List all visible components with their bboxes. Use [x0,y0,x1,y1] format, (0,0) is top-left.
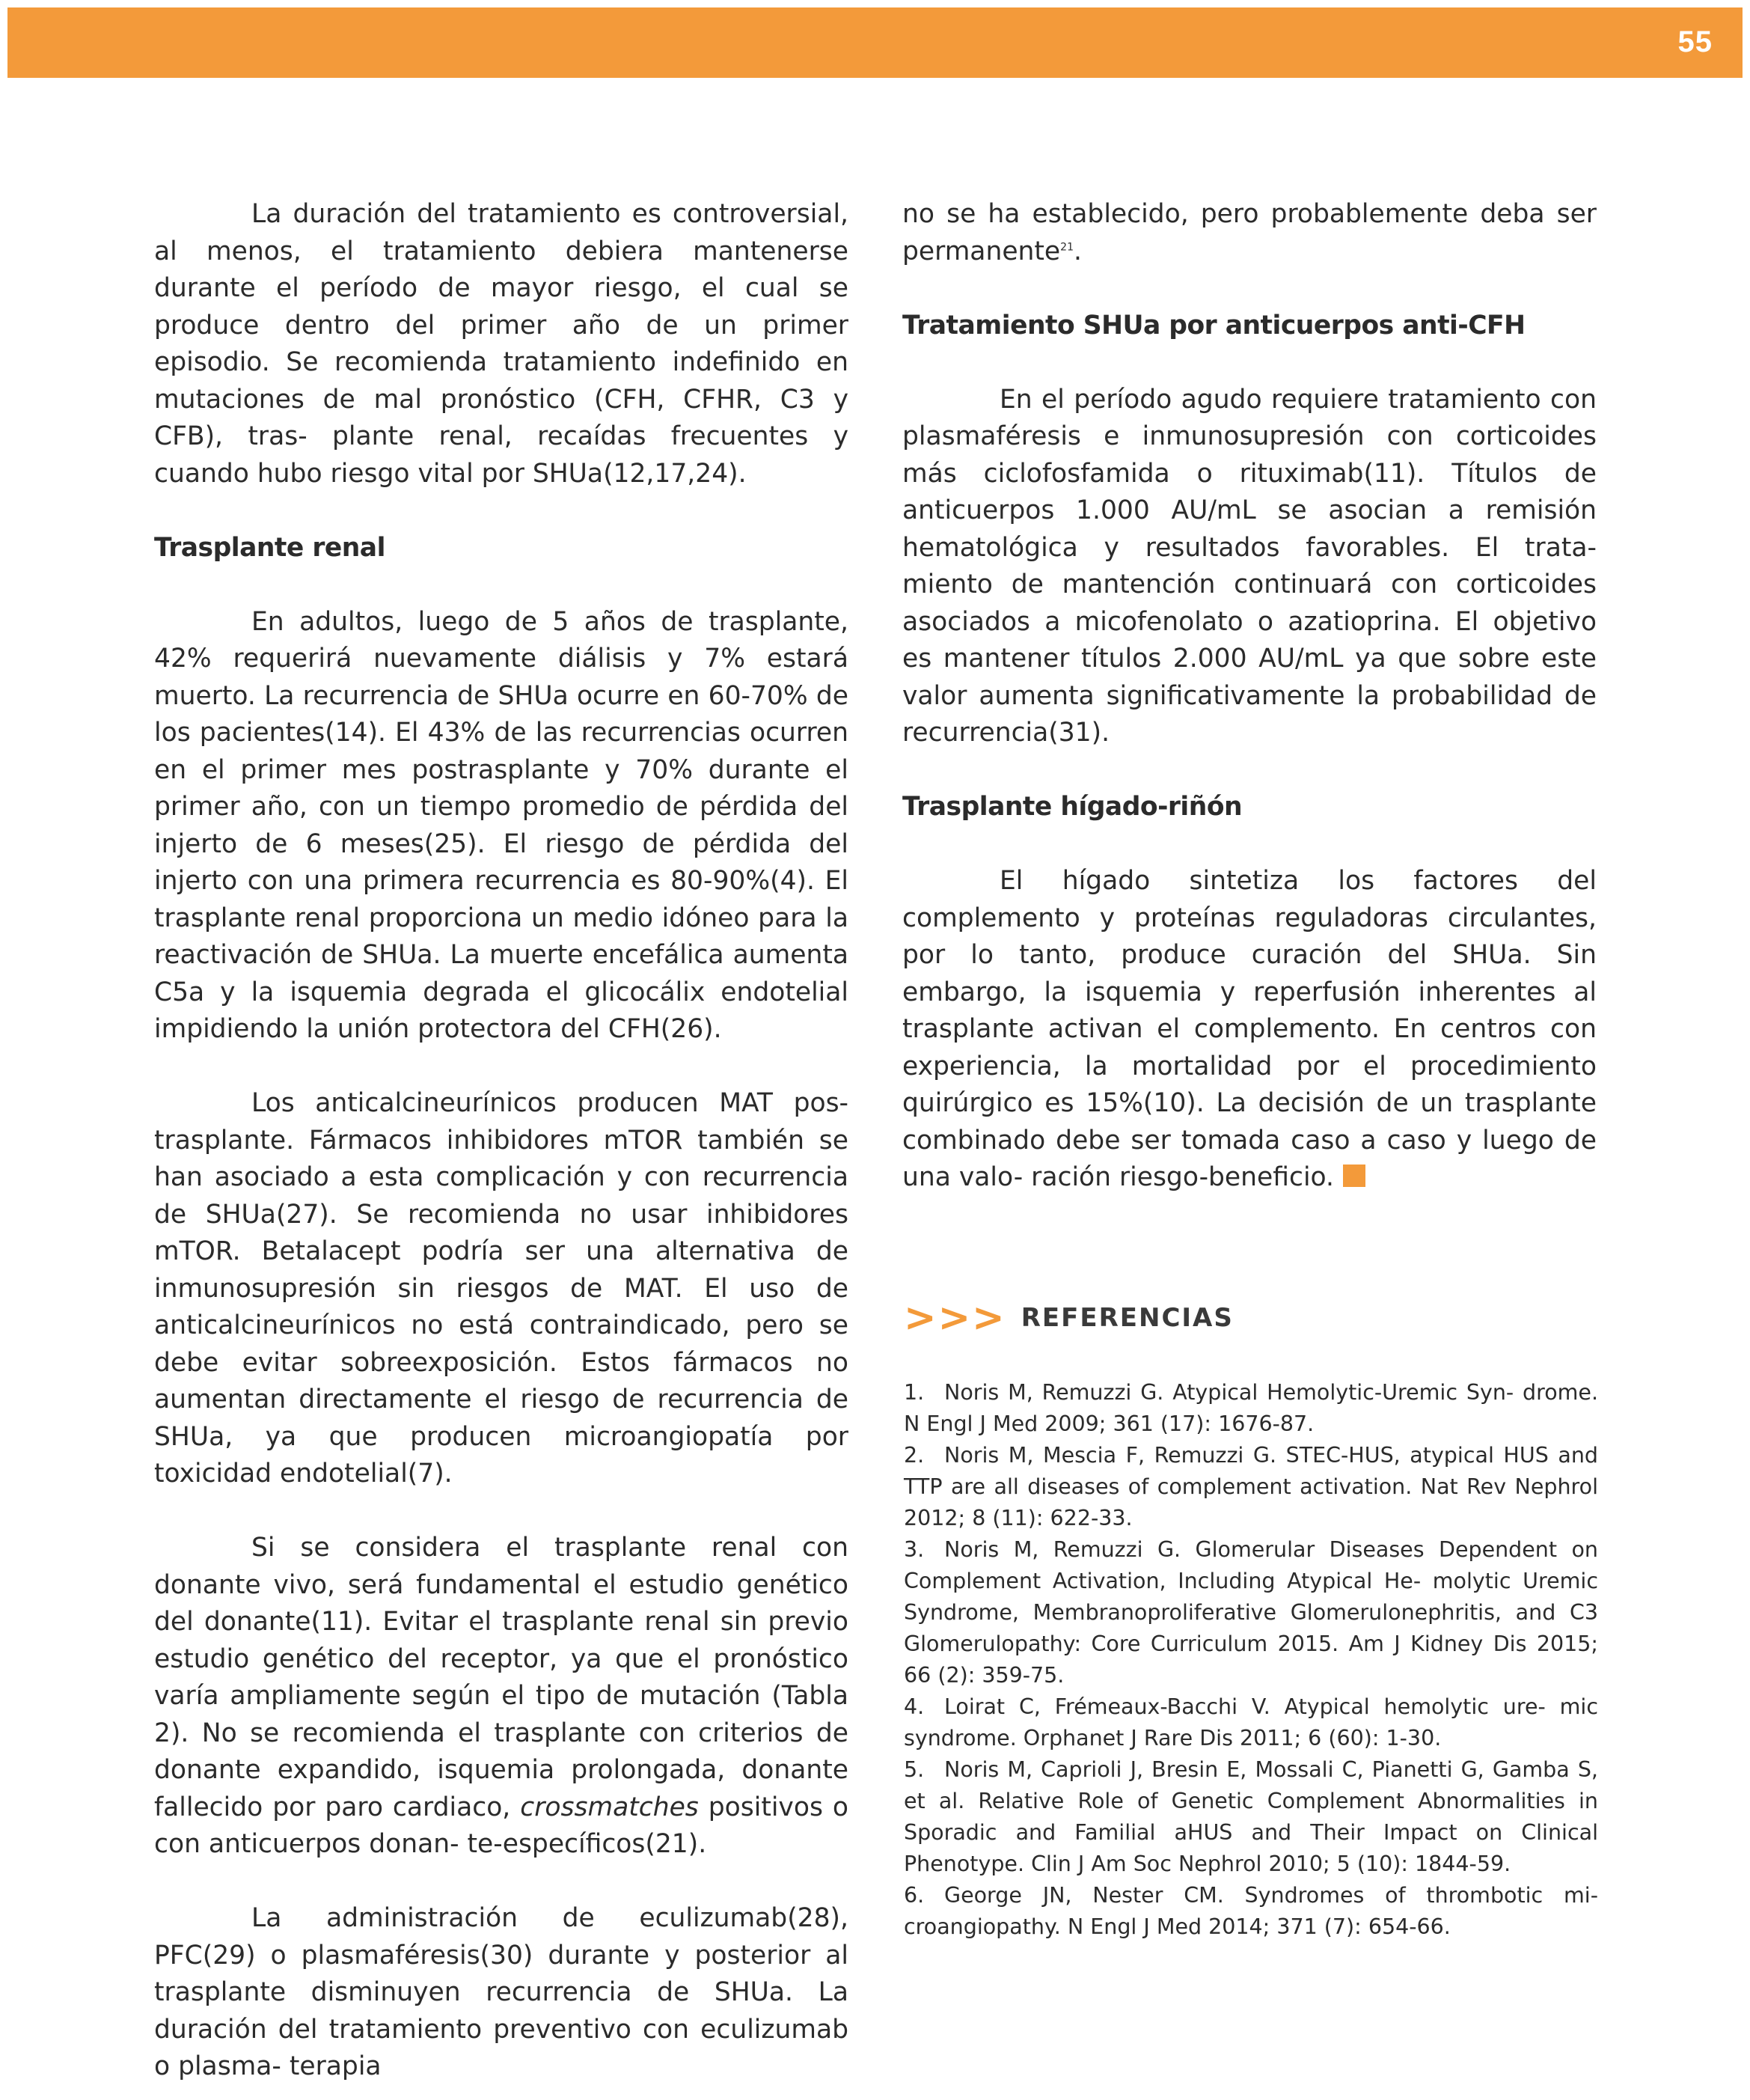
paragraph-liver-synthesis: El hígado sintetiza los factores del complemento y proteínas reguladoras circulantes, por lo tanto, produce curación del SHUa. Sin embargo, la isquemia y reperfusión inherentes al trasplante activan el complemento. En centros con experiencia, la mortalidad por el procedimiento quirúrgico es 15%(10). La decisión de un trasplante combinado debe ser tomada caso a caso y luego de una valo- ración riesgo-beneficio. [902,866,1597,1192]
paragraph-adult-transplant: En adultos, luego de 5 años de trasplante, 42% requerirá nuevamente diálisis y 7% estará muerto. La recurrencia de SHUa ocurre en 60-70% de los pacientes(14). El 43% de las recurrencias ocurren en el primer mes postrasplante y 70% durante el primer año, con un tiempo promedio de pérdida del injerto de 6 meses(25). El riesgo de pérdida del injerto con una primera recurrencia es 80-90%(4). El trasplante renal proporciona un medio idóneo para la reactivación de SHUa. La muerte encefálica aumenta C5a y la isquemia degrada el glicocálix endotelial impidiendo la unión protectora del CFH(26). [154,606,848,1044]
reference-item: 6. George JN, Nester CM. Syndromes of thrombotic mi- croangiopathy. N Engl J Med 2014; 371 (7): 654-66. [904,1883,1598,1939]
header-bar [7,7,1743,78]
paragraph-continuation: no se ha establecido, pero probablemente deba ser permanente$^{21}$. [902,199,1597,266]
paragraph-living-donor: Si se considera el trasplante renal con donante vivo, será fundamental el estudio genético del donante(11). Evitar el trasplante renal sin previo estudio genético del receptor, ya que el pronóstico varía ampliamente según el tipo de mutación (Tabla 2). No se recomienda el trasplante con criterios de donante expandido, isquemia prolongada, donante fallecido por paro cardiaco, crossmatches positivos o con anticuerpos donan- te-específicos(21). [154,1533,849,1859]
references-title: REFERENCIAS [1021,1303,1234,1333]
heading-renal-transplant: Trasplante renal [154,532,385,563]
page-number: 55 [1677,25,1713,58]
left-column [154,196,848,2086]
references-header [904,1295,1234,1340]
paragraph-anticalcineurinics: Los anticalcineurínicos producen MAT pos-trasplante. Fármacos inhibidores mTOR también se han asociado a esta complicación y con recurrencia de SHUa(27). Se recomienda no usar inhibidores mTOR. Betalacept podría ser una alternativa de inmunosupresión sin riesgos de MAT. El uso de anticalcineurínicos no está contraindicado, pero se debe evitar sobreexposición. Estos fármacos no aumentan directamente el riesgo de recurrencia de SHUa, ya que producen microangiopatía por toxicidad endotelial(7). [154,1088,848,1489]
reference-item: 1. Noris M, Remuzzi G. Atypical Hemolytic-Uremic Syn- drome. N Engl J Med 2009; 361 (17): 1676-87. [904,1380,1598,1436]
paragraph-treatment-duration: La duración del tratamiento es controversial, al menos, el tratamiento debiera mantenerse durante el período de mayor riesgo, el cual se produce dentro del primer año de un primer episodio. Se recomienda tratamiento indefinido en mutaciones de mal pronóstico (CFH, CFHR, C3 y CFB), tras- plante renal, recaídas frecuentes y cuando hubo riesgo vital por SHUa(12,17,24). [154,199,848,489]
paragraph-eculizumab: La administración de eculizumab(28), PFC(29) o plasmaféresis(30) durante y posterior al trasplante disminuyen recurrencia de SHUa. La duración del tratamiento preventivo con eculizumab o plasma- terapia [154,1903,848,2081]
heading-liver-kidney-transplant: Trasplante hígado-riñón [902,792,1243,822]
reference-item: 2. Noris M, Mescia F, Remuzzi G. STEC-HUS, atypical HUS and TTP are all diseases of complement activation. Nat Rev Nephrol 2012; 8 (11): 622-33. [904,1443,1598,1530]
reference-item: 4. Loirat C, Frémeaux-Bacchi V. Atypical hemolytic ure- mic syndrome. Orphanet J Rare Dis 2011; 6 (60): 1-30. [904,1694,1598,1750]
references-list [904,1377,1598,1943]
citation-superscript: 21 [1060,241,1074,253]
chevrons-icon: >>> [904,1295,1006,1340]
heading-anti-cfh-treatment: Tratamiento SHUa por anticuerpos anti-CFH [902,310,1526,341]
paragraph-acute-period: En el período agudo requiere tratamiento con plasmaféresis e inmunosupresión con corticoides más ciclofosfamida o rituximab(11). Títulos de anticuerpos 1.000 AU/mL se asocian a remisión hematológica y resultados favorables. El trata- miento de mantención continuará con corticoides asociados a micofenolato o azatioprina. El objetivo es mantener títulos 2.000 AU/mL ya que sobre este valor aumenta significativamente la probabilidad de recurrencia(31). [902,384,1597,748]
end-of-article-square-icon [1343,1165,1365,1187]
reference-item: 5. Noris M, Caprioli J, Bresin E, Mossali C, Pianetti G, Gamba S, et al. Relative Role of Genetic Complement Abnormalities in Sporadic and Familial aHUS and Their Impact on Clinical Phenotype. Clin J Am Soc Nephrol 2010; 5 (10): 1844-59. [904,1757,1598,1876]
right-column [902,196,1597,1197]
reference-item: 3. Noris M, Remuzzi G. Glomerular Diseases Dependent on Complement Activation, Including Atypical He- molytic Uremic Syndrome, Membranoproliferative Glomerulonephritis, and C3 Glomerulopathy: Core Curriculum 2015. Am J Kidney Dis 2015; 66 (2): 359-75. [904,1537,1598,1688]
crossmatches-term: crossmatches [520,1792,699,1822]
